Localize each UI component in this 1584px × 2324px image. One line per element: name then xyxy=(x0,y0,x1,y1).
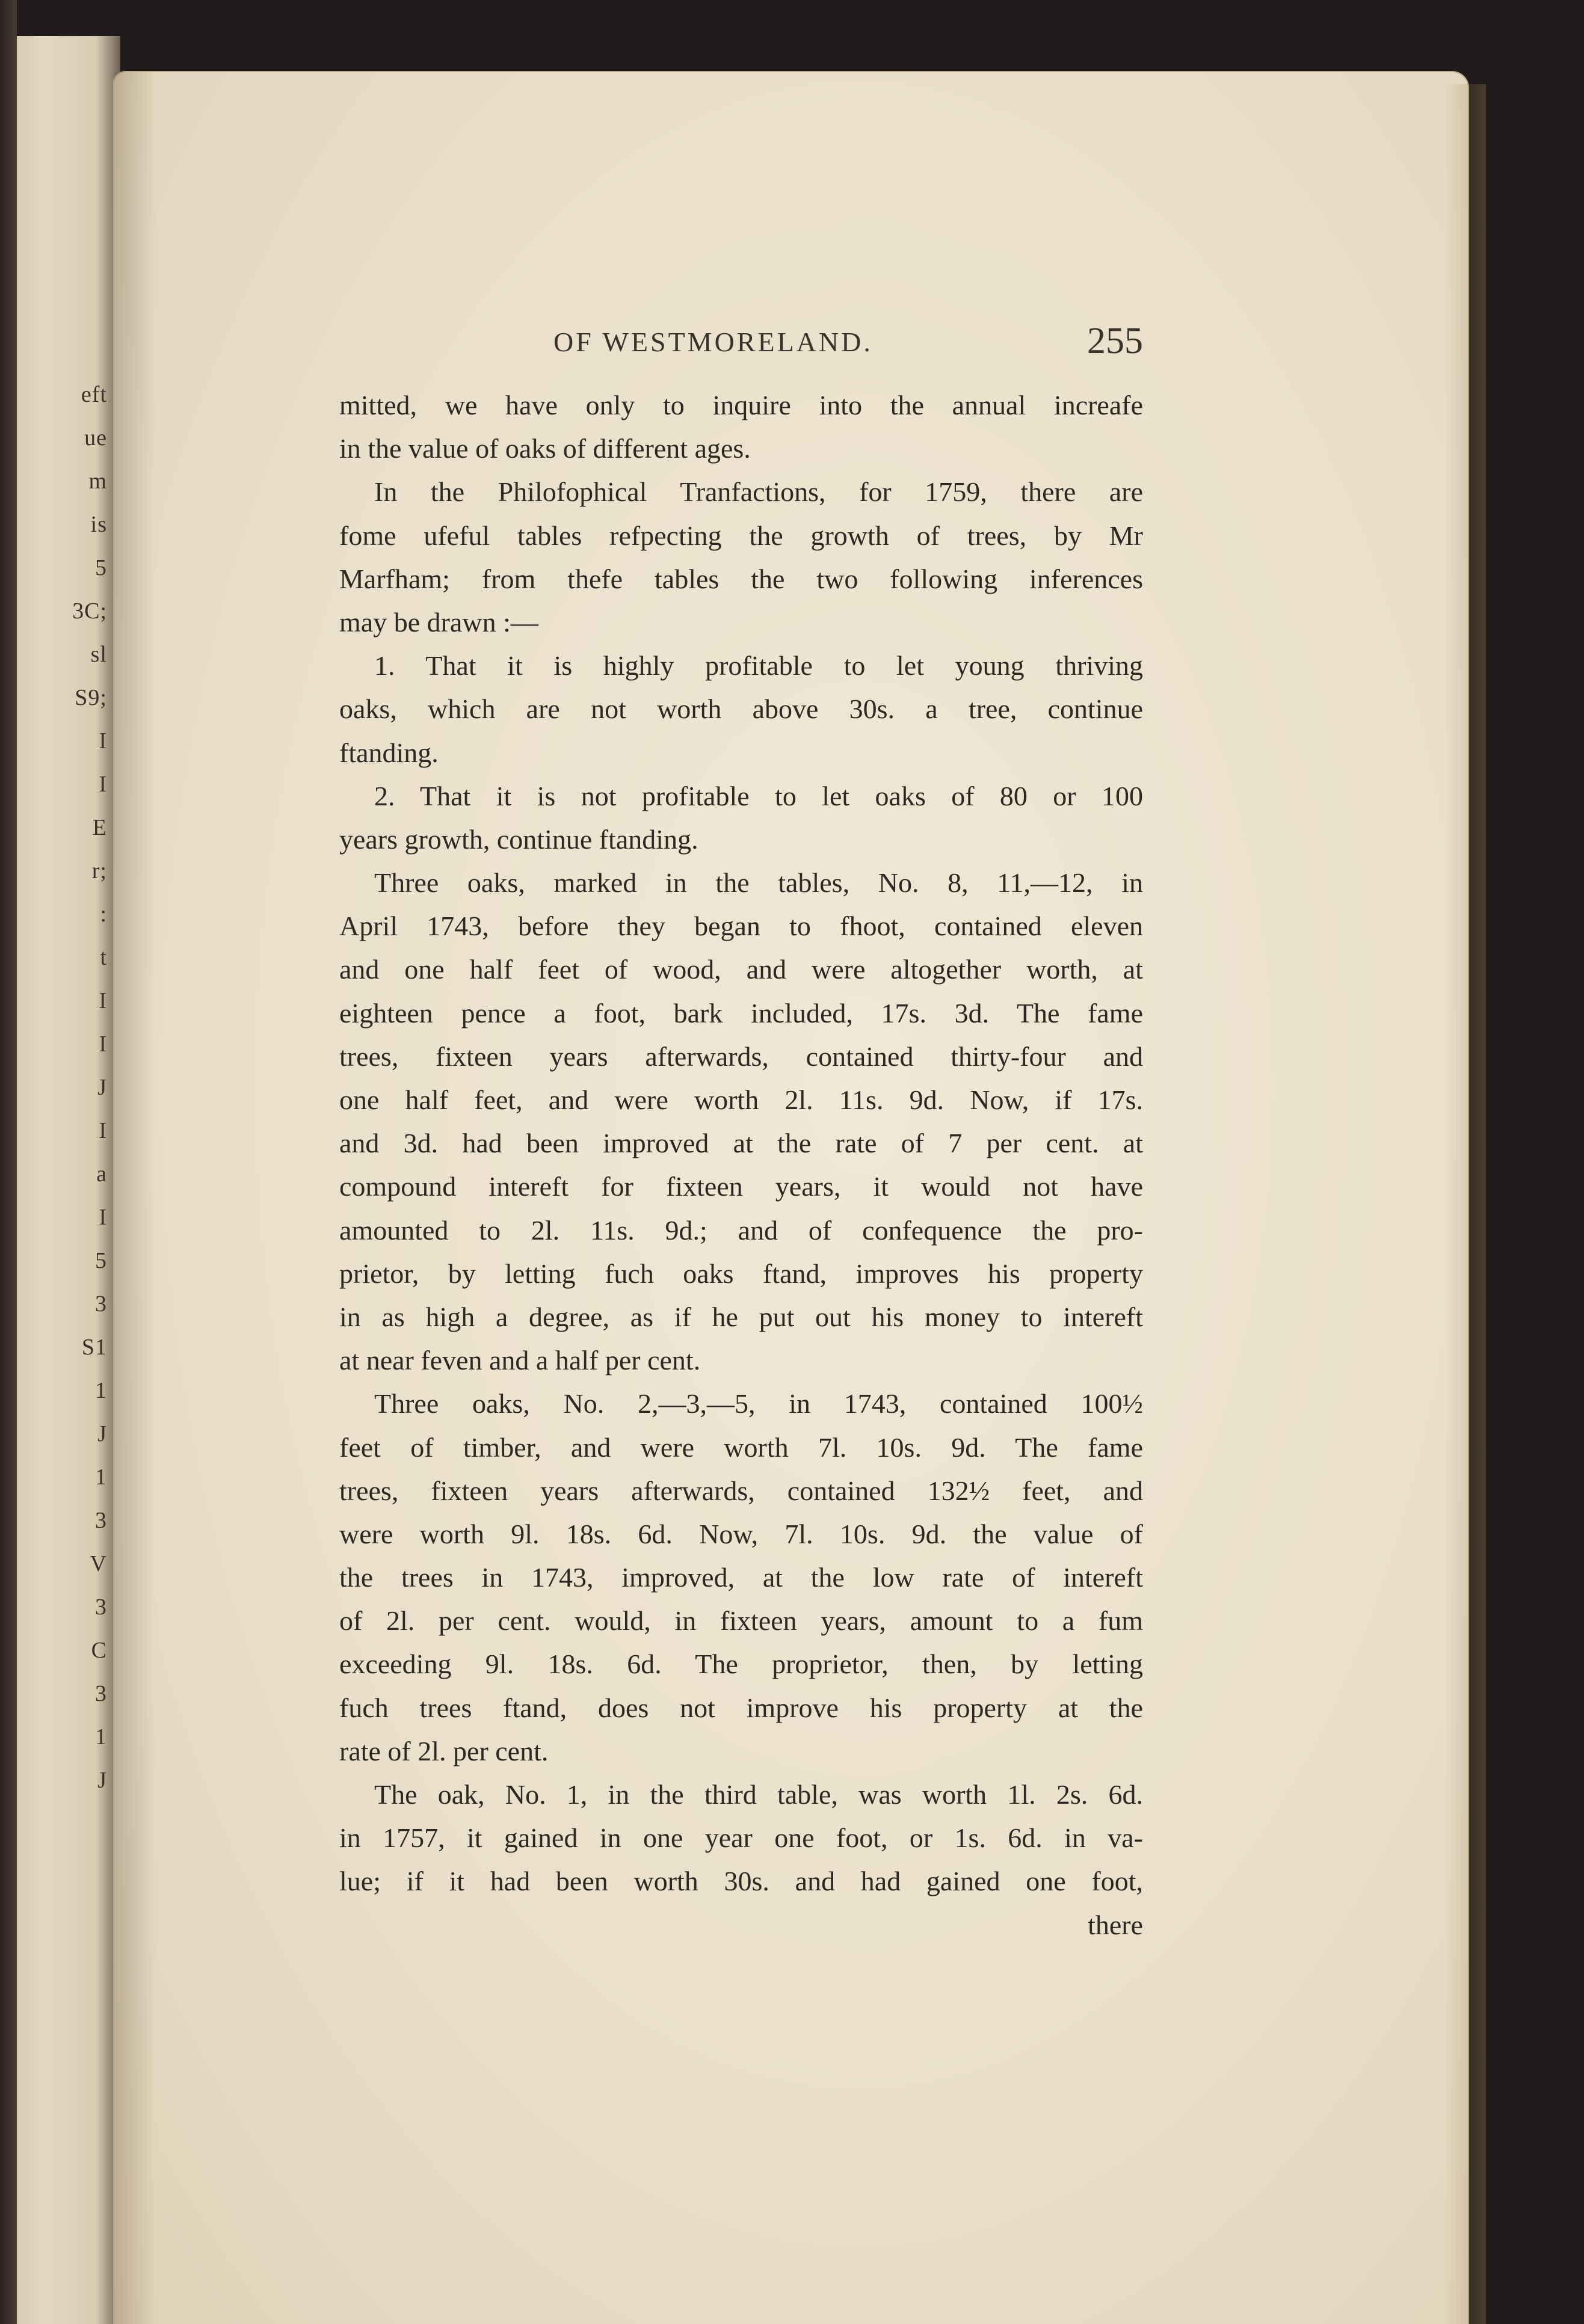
text-line: eighteen pence a foot, bark included, 17s. 3d. The fame xyxy=(339,997,1143,1028)
facing-page-fragment: : xyxy=(100,902,107,927)
text-line: in the value of oaks of different ages. xyxy=(339,433,751,464)
facing-page-fragment: 3 xyxy=(95,1594,107,1620)
text-line: In the Philofophical Tranfactions, for 1759, there are xyxy=(374,476,1143,508)
text-line: and 3d. had been improved at the rate of 7 per cent. at xyxy=(339,1128,1143,1159)
body-text xyxy=(339,384,1143,1947)
facing-page-fragment: E xyxy=(92,815,107,840)
text-line: Three oaks, No. 2,—3,—5, in 1743, contained 100½ xyxy=(374,1388,1143,1419)
facing-page-fragment: J xyxy=(97,1768,107,1793)
facing-page-fragment: 1 xyxy=(95,1724,107,1750)
facing-page-fragment: 1 xyxy=(95,1465,107,1490)
text-line: one half feet, and were worth 2l. 11s. 9d. Now, if 17s. xyxy=(339,1084,1143,1115)
text-line: trees, fixteen years afterwards, contained thirty-four and xyxy=(339,1041,1143,1072)
text-line: 2. That it is not profitable to let oaks of 80 or 100 xyxy=(374,780,1143,811)
facing-page-fragment: C xyxy=(91,1638,107,1663)
facing-page-fragment: sl xyxy=(90,642,107,667)
text-line: may be drawn :— xyxy=(339,606,538,638)
text-line: were worth 9l. 18s. 6d. Now, 7l. 10s. 9d. the value of xyxy=(339,1518,1143,1549)
facing-page-edge xyxy=(0,36,120,2324)
text-line: exceeding 9l. 18s. 6d. The proprietor, then, by letting xyxy=(339,1649,1143,1680)
facing-page-fragment: S1 xyxy=(81,1335,107,1360)
text-line: The oak, No. 1, in the third table, was worth 1l. 2s. 6d. xyxy=(374,1779,1143,1810)
facing-page-fragment: is xyxy=(90,512,107,537)
text-line: compound intereft for fixteen years, it would not have xyxy=(339,1171,1143,1202)
page-number: 255 xyxy=(1087,321,1143,361)
facing-page-fragment: I xyxy=(99,1118,107,1143)
facing-page-text-fragments xyxy=(0,373,114,1802)
facing-page-fragment: I xyxy=(99,988,107,1013)
facing-page-fragment: t xyxy=(100,945,107,970)
facing-page-fragment: 3 xyxy=(95,1291,107,1317)
facing-page-fragment: eft xyxy=(81,382,107,407)
text-line: 1. That it is highly profitable to let young thriving xyxy=(374,650,1143,681)
text-line: and one half feet of wood, and were altogether worth, at xyxy=(339,954,1143,985)
text-line: rate of 2l. per cent. xyxy=(339,1735,549,1766)
text-line: feet of timber, and were worth 7l. 10s. 9d. The fame xyxy=(339,1431,1143,1463)
text-line: at near feven and a half per cent. xyxy=(339,1345,701,1376)
text-line: mitted, we have only to inquire into the annual increafe xyxy=(339,390,1143,420)
facing-page-fragment: I xyxy=(99,772,107,797)
facing-page-fragment: ue xyxy=(84,425,107,450)
page-gutter-shadow xyxy=(114,72,156,2324)
text-line: lue; if it had been worth 30s. and had gained one foot, xyxy=(339,1866,1143,1897)
text-line: amounted to 2l. 11s. 9d.; and of confequence the pro- xyxy=(339,1214,1143,1246)
page-header xyxy=(337,320,1143,368)
text-line: prietor, by letting fuch oaks ftand, improves his property xyxy=(339,1258,1143,1289)
text-line: fome ufeful tables refpecting the growth of trees, by Mr xyxy=(339,520,1143,551)
facing-page-fragment: J xyxy=(97,1421,107,1446)
facing-page-fragment: I xyxy=(99,1031,107,1057)
facing-page-fragment: 5 xyxy=(95,555,107,580)
facing-page-fragment: r; xyxy=(91,858,107,884)
running-head: OF WESTMORELAND. xyxy=(553,327,873,357)
facing-page-fragment: 3C; xyxy=(72,598,107,624)
facing-page-fragment: m xyxy=(88,469,107,494)
text-line: in as high a degree, as if he put out his money to intereft xyxy=(339,1301,1143,1332)
text-line: Marfham; from thefe tables the two following inferences xyxy=(339,563,1143,594)
catchword-line xyxy=(339,1904,1143,1947)
facing-page-fragment: S9; xyxy=(75,685,107,710)
catchword: there xyxy=(1088,1909,1143,1940)
book-binding-edge xyxy=(0,0,17,2324)
text-line: April 1743, before they began to fhoot, contained eleven xyxy=(339,911,1143,942)
facing-page-fragment: 3 xyxy=(95,1681,107,1706)
text-line: trees, fixteen years afterwards, contained 132½ feet, and xyxy=(339,1475,1143,1506)
facing-page-fragment: J xyxy=(97,1075,107,1100)
text-line: years growth, continue ftanding. xyxy=(339,823,698,855)
text-line: oaks, which are not worth above 30s. a tree, continue xyxy=(339,693,1143,725)
facing-page-fragment: 1 xyxy=(95,1378,107,1403)
facing-page-fragment: 5 xyxy=(95,1248,107,1273)
text-line: ftanding. xyxy=(339,737,439,768)
text-line: of 2l. per cent. would, in fixteen years, amount to a fum xyxy=(339,1605,1143,1637)
text-line: the trees in 1743, improved, at the low rate of intereft xyxy=(339,1562,1143,1593)
text-line: in 1757, it gained in one year one foot, or 1s. 6d. in va- xyxy=(339,1822,1143,1854)
facing-page-fragment: I xyxy=(99,728,107,754)
facing-page-fragment: V xyxy=(90,1551,107,1576)
facing-page-fragment: a xyxy=(96,1161,107,1187)
facing-page-fragment: 3 xyxy=(95,1508,107,1533)
page-outer-edge xyxy=(1444,84,1486,2324)
facing-page-fragment: I xyxy=(99,1205,107,1230)
text-line: Three oaks, marked in the tables, No. 8, 11,—12, in xyxy=(374,867,1143,899)
text-line: fuch trees ftand, does not improve his property at the xyxy=(339,1692,1143,1723)
